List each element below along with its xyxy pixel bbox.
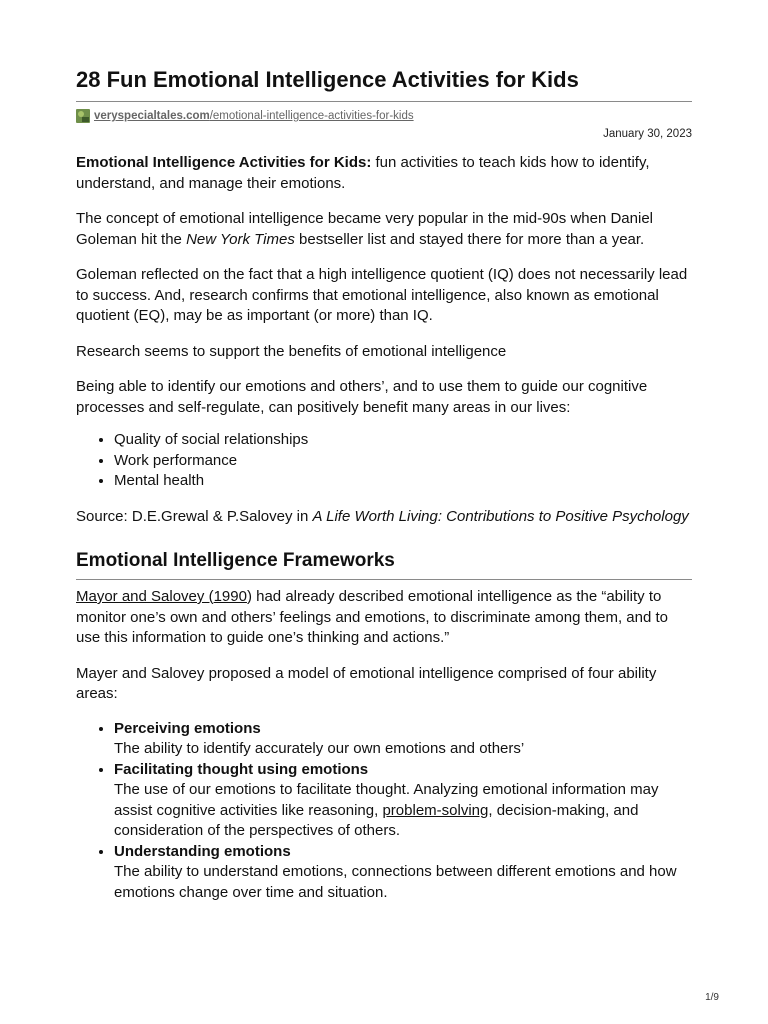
article [76, 66, 692, 903]
benefits-list [76, 430, 692, 492]
paragraph-text: had already described emotional intelligence as the “ability to monitor one’s own and others’ feelings and emotions, to discriminate among them, and to use this information to guide one’s thinking and actions.” [76, 588, 669, 646]
source-note-book: A Life Worth Living: Contributions to Positive Psychology [312, 507, 689, 525]
paragraph-text: bestseller list and stayed there for more than a year. [294, 230, 645, 248]
list-item: • Mental health [114, 471, 692, 492]
list-item [114, 842, 692, 904]
paragraph-research: Research seems to support the benefits of emotional intelligence [76, 342, 507, 360]
page-number: 1/9 [705, 992, 719, 1003]
paragraph-benefits-intro: Being able to identify our emotions and others’, and to use them to guide our cognitive processes and self-regulate, can positively benefit many areas in our lives: [76, 378, 648, 416]
list-item [114, 760, 692, 842]
source-note-text: Source: D.E.Grewal & P.Salovey in [76, 507, 313, 525]
source-line [76, 108, 692, 124]
paragraph-mayor-salovey [76, 587, 692, 649]
ability-desc: The ability to identify accurately our own emotions and others’ [114, 740, 525, 757]
paragraph-model: Mayer and Salovey proposed a model of emotional intelligence comprised of four ability areas: [76, 664, 657, 702]
problem-solving-link[interactable]: problem-solving [382, 801, 489, 819]
ability-title: • Perceiving emotions [114, 719, 261, 737]
link-close: ) [246, 588, 252, 605]
link-year: 1990 [213, 588, 247, 605]
paragraph-iq: Goleman reflected on the fact that a high intelligence quotient (IQ) does not necessarily lead to success. And, research confirms that emotional intelligence, also known as emotional quotient (EQ), may be as important (or more) than IQ. [76, 266, 688, 324]
source-note [76, 507, 692, 528]
article-date: January 30, 2023 [603, 128, 692, 140]
ability-desc: The use of our emotions to facilitate thought. Analyzing emotional information may assist cognitive activities like reasoning, [114, 781, 659, 819]
source-path: /emotional-intelligence-activities-for-kids [209, 110, 414, 122]
ability-title: • Understanding emotions [114, 842, 291, 860]
ability-desc: , decision-making, and consideration of the perspectives of others. [114, 801, 639, 839]
mayor-salovey-link[interactable] [76, 588, 247, 605]
ability-list [76, 719, 692, 904]
list-item: • Quality of social relationships [114, 430, 692, 451]
paragraph-goleman [76, 209, 692, 250]
paragraph-text: The concept of emotional intelligence became very popular in the mid-90s when Daniel Goleman hit the [76, 210, 653, 248]
link-text: Mayor and Salovey ( [76, 588, 214, 605]
nyt-italic: New York Times [186, 230, 295, 248]
list-item [114, 719, 692, 760]
intro-text: fun activities to teach kids how to identify, understand, and manage their emotions. [76, 154, 650, 192]
intro-paragraph [76, 153, 692, 194]
section-heading: Emotional Intelligence Frameworks [76, 549, 692, 580]
ability-desc: The ability to understand emotions, connections between different emotions and how emotions change over time and situation. [114, 863, 677, 901]
page-title: 28 Fun Emotional Intelligence Activities for Kids [76, 66, 692, 102]
intro-bold: Emotional Intelligence Activities for Kids: [76, 154, 372, 171]
site-favicon-icon [76, 109, 90, 123]
ability-title: • Facilitating thought using emotions [114, 760, 369, 778]
list-item: • Work performance [114, 451, 692, 472]
source-domain: veryspecialtales.com [94, 110, 210, 122]
source-link[interactable] [94, 110, 414, 122]
